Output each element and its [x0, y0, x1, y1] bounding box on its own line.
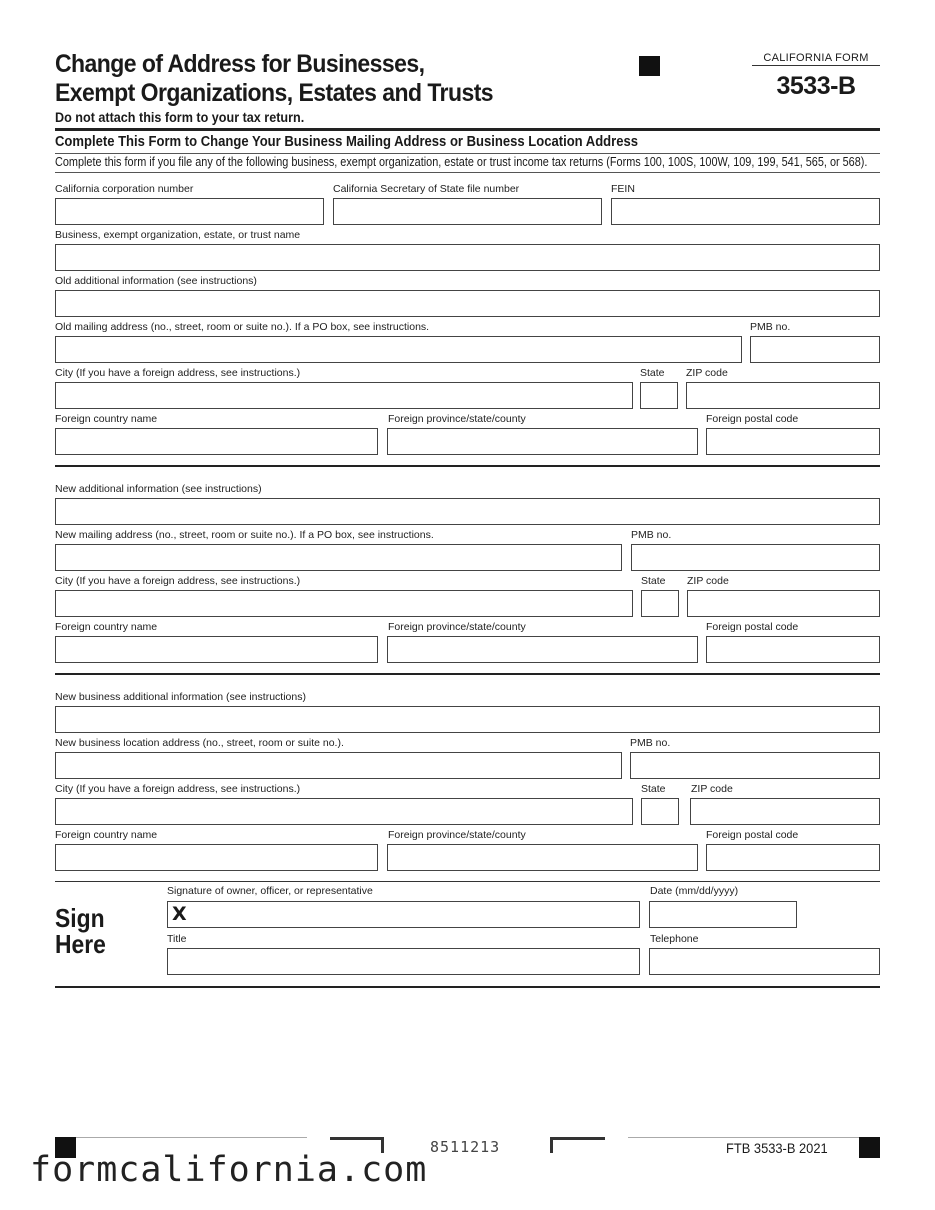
business-country-field[interactable] — [55, 844, 378, 871]
signature-field[interactable] — [167, 901, 640, 928]
old-mailing-label: Old mailing address (no., street, room or suite no.). If a PO box, see instructions. — [55, 321, 430, 333]
new-section-rule — [55, 673, 880, 675]
new-state-label: State — [641, 575, 666, 587]
new-country-field[interactable] — [55, 636, 378, 663]
old-zip-label: ZIP code — [686, 367, 728, 379]
entity-name-label: Business, exempt organization, estate, or trust name — [55, 229, 301, 241]
sign-section-rule — [55, 881, 880, 882]
section-description: Complete this form if you file any of the following business, exempt organization, estate or trust income tax returns (Forms 100, 100S, 100W, 109, 199, 541, 565, or 568). — [55, 155, 868, 169]
business-address-field[interactable] — [55, 752, 622, 779]
footer-bracket-right — [550, 1137, 605, 1153]
business-province-label: Foreign province/state/county — [388, 829, 526, 841]
header-divider — [752, 65, 880, 66]
new-city-label: City (If you have a foreign address, see instructions.) — [55, 575, 301, 587]
new-state-field[interactable] — [641, 590, 679, 617]
telephone-field[interactable] — [649, 948, 880, 975]
section-rule — [55, 153, 880, 154]
old-zip-field[interactable] — [686, 382, 880, 409]
new-zip-label: ZIP code — [687, 575, 729, 587]
new-province-field[interactable] — [387, 636, 698, 663]
business-postal-field[interactable] — [706, 844, 880, 871]
new-pmb-label: PMB no. — [631, 529, 672, 541]
new-additional-field[interactable] — [55, 498, 880, 525]
old-additional-label: Old additional information (see instructions) — [55, 275, 257, 287]
old-city-field[interactable] — [55, 382, 633, 409]
new-mailing-address-field[interactable] — [55, 544, 622, 571]
old-postal-label: Foreign postal code — [706, 413, 799, 425]
title-line-1: Change of Address for Businesses, — [55, 50, 425, 78]
title-label: Title — [167, 933, 187, 945]
signature-label: Signature of owner, officer, or representative — [167, 885, 373, 897]
corp-number-label: California corporation number — [55, 183, 194, 195]
new-additional-label: New additional information (see instructions) — [55, 483, 262, 495]
description-rule — [55, 172, 880, 173]
california-form-label: CALIFORNIA FORM — [763, 52, 869, 64]
old-pmb-label: PMB no. — [750, 321, 791, 333]
sos-file-label: California Secretary of State file number — [333, 183, 520, 195]
new-postal-label: Foreign postal code — [706, 621, 799, 633]
business-province-field[interactable] — [387, 844, 698, 871]
business-zip-field[interactable] — [690, 798, 880, 825]
old-country-field[interactable] — [55, 428, 378, 455]
footer-registration-mark-right — [859, 1137, 880, 1158]
business-state-field[interactable] — [641, 798, 679, 825]
new-city-field[interactable] — [55, 590, 633, 617]
section-heading: Complete This Form to Change Your Business Mailing Address or Business Location Address — [55, 134, 639, 150]
title-line-2: Exempt Organizations, Estates and Trusts — [55, 79, 494, 107]
old-city-label: City (If you have a foreign address, see instructions.) — [55, 367, 301, 379]
old-country-label: Foreign country name — [55, 413, 158, 425]
old-mailing-address-field[interactable] — [55, 336, 742, 363]
form-number: 3533-B — [776, 72, 856, 100]
sign-here-line-1: Sign — [55, 903, 105, 933]
do-not-attach-note: Do not attach this form to your tax return. — [55, 109, 305, 125]
form-id-footer: FTB 3533-B 2021 — [726, 1140, 828, 1156]
header-rule — [55, 128, 880, 131]
old-additional-field[interactable] — [55, 290, 880, 317]
fein-field[interactable] — [611, 198, 880, 225]
footer-line-right — [628, 1137, 859, 1138]
sign-here-heading — [55, 905, 106, 957]
barcode-number: 8511213 — [430, 1138, 501, 1156]
business-additional-field[interactable] — [55, 706, 880, 733]
new-country-label: Foreign country name — [55, 621, 158, 633]
new-postal-field[interactable] — [706, 636, 880, 663]
signature-x-mark: X — [172, 903, 187, 925]
date-label: Date (mm/dd/yyyy) — [650, 885, 739, 897]
old-postal-field[interactable] — [706, 428, 880, 455]
title-field[interactable] — [167, 948, 640, 975]
business-city-field[interactable] — [55, 798, 633, 825]
sos-file-number-field[interactable] — [333, 198, 602, 225]
entity-name-field[interactable] — [55, 244, 880, 271]
telephone-label: Telephone — [650, 933, 699, 945]
business-additional-label: New business additional information (see instructions) — [55, 691, 306, 703]
new-zip-field[interactable] — [687, 590, 880, 617]
business-zip-label: ZIP code — [691, 783, 733, 795]
sign-here-line-2: Here — [55, 929, 106, 959]
business-pmb-label: PMB no. — [630, 737, 671, 749]
new-mailing-label: New mailing address (no., street, room or suite no.). If a PO box, see instructions. — [55, 529, 434, 541]
old-province-label: Foreign province/state/county — [388, 413, 526, 425]
business-pmb-field[interactable] — [630, 752, 880, 779]
old-section-rule — [55, 465, 880, 467]
footer-line-left — [76, 1137, 307, 1138]
old-pmb-field[interactable] — [750, 336, 880, 363]
business-address-label: New business location address (no., street, room or suite no.). — [55, 737, 344, 749]
old-state-label: State — [640, 367, 665, 379]
fein-label: FEIN — [611, 183, 635, 195]
new-province-label: Foreign province/state/county — [388, 621, 526, 633]
old-province-field[interactable] — [387, 428, 698, 455]
old-state-field[interactable] — [640, 382, 678, 409]
registration-mark — [639, 56, 660, 76]
business-country-label: Foreign country name — [55, 829, 158, 841]
date-field[interactable] — [649, 901, 797, 928]
business-city-label: City (If you have a foreign address, see instructions.) — [55, 783, 301, 795]
watermark: formcalifornia.com — [30, 1150, 428, 1190]
corp-number-field[interactable] — [55, 198, 324, 225]
form-title — [55, 50, 493, 108]
sign-bottom-rule — [55, 986, 880, 988]
business-state-label: State — [641, 783, 666, 795]
business-postal-label: Foreign postal code — [706, 829, 799, 841]
new-pmb-field[interactable] — [631, 544, 880, 571]
